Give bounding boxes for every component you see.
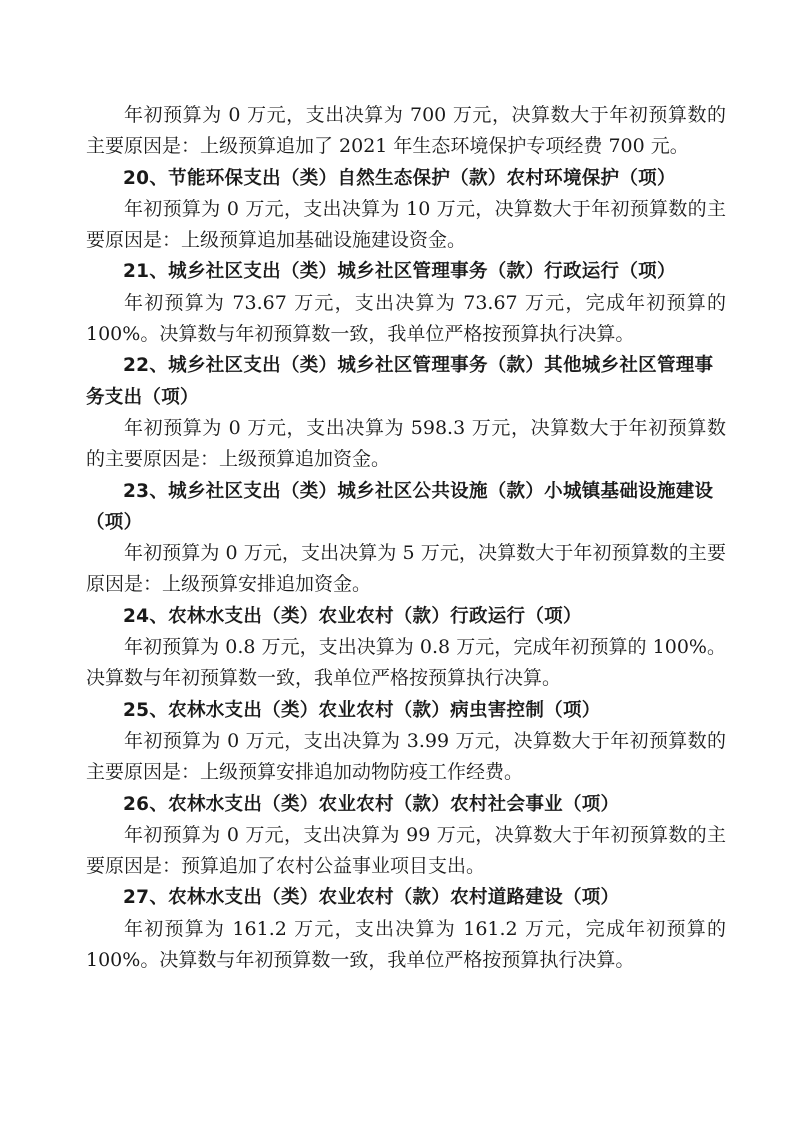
paragraph-item-27: 年初预算为 161.2 万元，支出决算为 161.2 万元，完成年初预算的 100%。决算数与年初预算数一致，我单位严格按预算执行决算。 <box>86 917 726 972</box>
heading-item-21: 21、城乡社区支出（类）城乡社区管理事务（款）行政运行（项） <box>123 261 676 283</box>
paragraph-item-25: 年初预算为 0 万元，支出决算为 3.99 万元，决算数大于年初预算数的主要原因是：上级预算安排追加动物防疫工作经费。 <box>86 729 726 784</box>
heading-item-22: 22、城乡社区支出（类）城乡社区管理事务（款）其他城乡社区管理事务支出（项） <box>86 355 714 408</box>
paragraph-intro: 年初预算为 0 万元，支出决算为 700 万元，决算数大于年初预算数的主要原因是：上级预算追加了 2021 年生态环境保护专项经费 700 元。 <box>86 104 726 158</box>
heading-item-26: 26、农林水支出（类）农业农村（款）农村社会事业（项） <box>123 793 620 815</box>
document-page <box>86 100 726 976</box>
heading-item-24: 24、农林水支出（类）农业农村（款）行政运行（项） <box>123 605 582 627</box>
heading-item-27: 27、农林水支出（类）农业农村（款）农村道路建设（项） <box>123 887 620 909</box>
paragraph-item-23: 年初预算为 0 万元，支出决算为 5 万元，决算数大于年初预算数的主要原因是：上级预算安排追加资金。 <box>86 542 726 596</box>
paragraph-item-22: 年初预算为 0 万元，支出决算为 598.3 万元，决算数大于年初预算数的主要原因是：上级预算追加资金。 <box>86 416 726 471</box>
heading-item-23: 23、城乡社区支出（类）城乡社区公共设施（款）小城镇基础设施建设（项） <box>86 480 714 533</box>
paragraph-item-20: 年初预算为 0 万元，支出决算为 10 万元，决算数大于年初预算数的主要原因是：上级预算追加基础设施建设资金。 <box>86 197 726 252</box>
paragraph-item-26: 年初预算为 0 万元，支出决算为 99 万元，决算数大于年初预算数的主要原因是：预算追加了农村公益事业项目支出。 <box>86 823 726 878</box>
heading-item-25: 25、农林水支出（类）农业农村（款）病虫害控制（项） <box>123 699 601 721</box>
paragraph-item-21: 年初预算为 73.67 万元，支出决算为 73.67 万元，完成年初预算的 100%。决算数与年初预算数一致，我单位严格按预算执行决算。 <box>86 291 726 346</box>
heading-item-20: 20、节能环保支出（类）自然生态保护（款）农村环境保护（项） <box>123 167 676 189</box>
paragraph-item-24: 年初预算为 0.8 万元，支出决算为 0.8 万元，完成年初预算的 100%。决算数与年初预算数一致，我单位严格按预算执行决算。 <box>86 636 726 690</box>
